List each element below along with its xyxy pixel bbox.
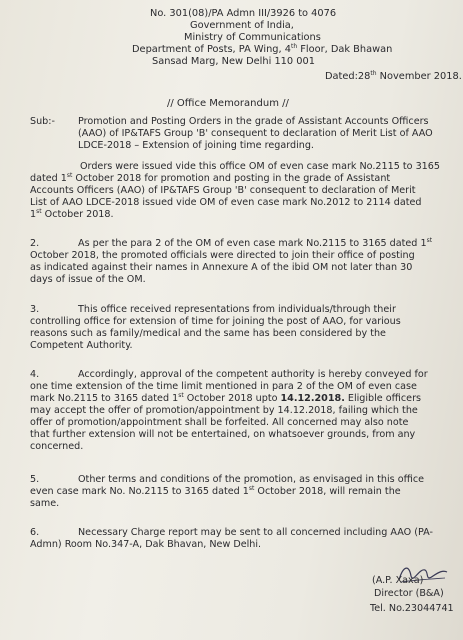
ministry-line: Ministry of Communications [184,32,321,43]
paragraph-5-line: same. [30,498,60,509]
date-line: Dated:28th November 2018. [325,70,462,82]
paragraph-number: 2. [30,238,40,249]
paragraph-6-line: Necessary Charge report may be sent to all concerned including AAO (PA- [78,527,433,538]
paragraph-4-line: one time extension of the time limit mentioned in para 2 of the OM of even case [30,381,417,392]
paragraph-5-line: Other terms and conditions of the promotion, as envisaged in this office [78,474,425,485]
paragraph-4-line: may accept the offer of promotion/appointment by 14.12.2018, failing which the [30,405,418,416]
paragraph-1-line: Orders were issued vide this office OM of even case mark No.2115 to 3165 [80,161,440,172]
signatory-name: (A.P. Xaxa) [372,575,424,586]
subject-line: (AAO) of IP&TAFS Group 'B' consequent to declaration of Merit List of AAO [78,128,433,139]
paragraph-3-line: This office received representations from individuals/through their [78,304,396,315]
signatory-telephone: Tel. No.23044741 [370,603,454,614]
subject-line: Promotion and Posting Orders in the grade of Assistant Accounts Officers [78,116,429,127]
paragraph-number: 4. [30,369,40,380]
paragraph-3-line: reasons such as family/medical and the same has been considered by the [30,328,386,339]
paragraph-1-line: Accounts Officers (AAO) of IP&TAFS Group 'B' consequent to declaration of Merit [30,185,416,196]
paragraph-2-line: as indicated against their names in Annexure A of the ibid OM not later than 30 [30,262,413,273]
address-line: Sansad Marg, New Delhi 110 001 [152,56,315,67]
paragraph-5-line: even case mark No. No.2115 to 3165 dated 1st October 2018, will remain the [30,485,401,497]
paragraph-1-line: 1st October 2018. [30,208,114,220]
paragraph-6-line: Admn) Room No.347-A, Dak Bhavan, New Delhi. [30,539,262,550]
subject-label: Sub:- [30,116,55,127]
government-line: Government of India, [190,20,294,31]
paragraph-4-line: that further extension will not be entertained, on whatsoever grounds, from any [30,429,416,440]
paragraph-1-line: dated 1st October 2018 for promotion and posting in the grade of Assistant [30,172,391,184]
subject-line: LDCE-2018 – Extension of joining time regarding. [78,140,314,151]
paragraph-3-line: Competent Authority. [30,340,133,351]
paragraph-4-line: offer of promotion/appointment shall be forfeited. All concerned may also note [30,417,409,428]
paragraph-1-line: List of AAO LDCE-2018 issued vide OM of even case mark No.2012 to 2114 dated [30,197,422,208]
paragraph-2-line: As per the para 2 of the OM of even case mark No.2115 to 3165 dated 1st [78,237,433,249]
paragraph-number: 5. [30,474,40,485]
paragraph-2-line: days of issue of the OM. [30,274,146,285]
paragraph-3-line: controlling office for extension of time for joining the post of AAO, for various [30,316,401,327]
department-line: Department of Posts, PA Wing, 4th Floor, Dak Bhawan [132,43,393,55]
paragraph-4-line: concerned. [30,441,84,452]
paragraph-4-line: Accordingly, approval of the competent authority is hereby conveyed for [78,369,428,380]
paragraph-number: 6. [30,527,40,538]
signatory-designation: Director (B&A) [374,588,444,599]
paragraph-number: 3. [30,304,40,315]
page-title: // Office Memorandum // [167,98,289,109]
paragraph-2-line: October 2018, the promoted officials were directed to join their office of posting [30,250,415,261]
reference-number: No. 301(08)/PA Admn III/3926 to 4076 [150,8,337,19]
paragraph-4-line: mark No.2115 to 3165 dated 1st October 2018 upto 14.12.2018. Eligible officers [30,392,422,404]
